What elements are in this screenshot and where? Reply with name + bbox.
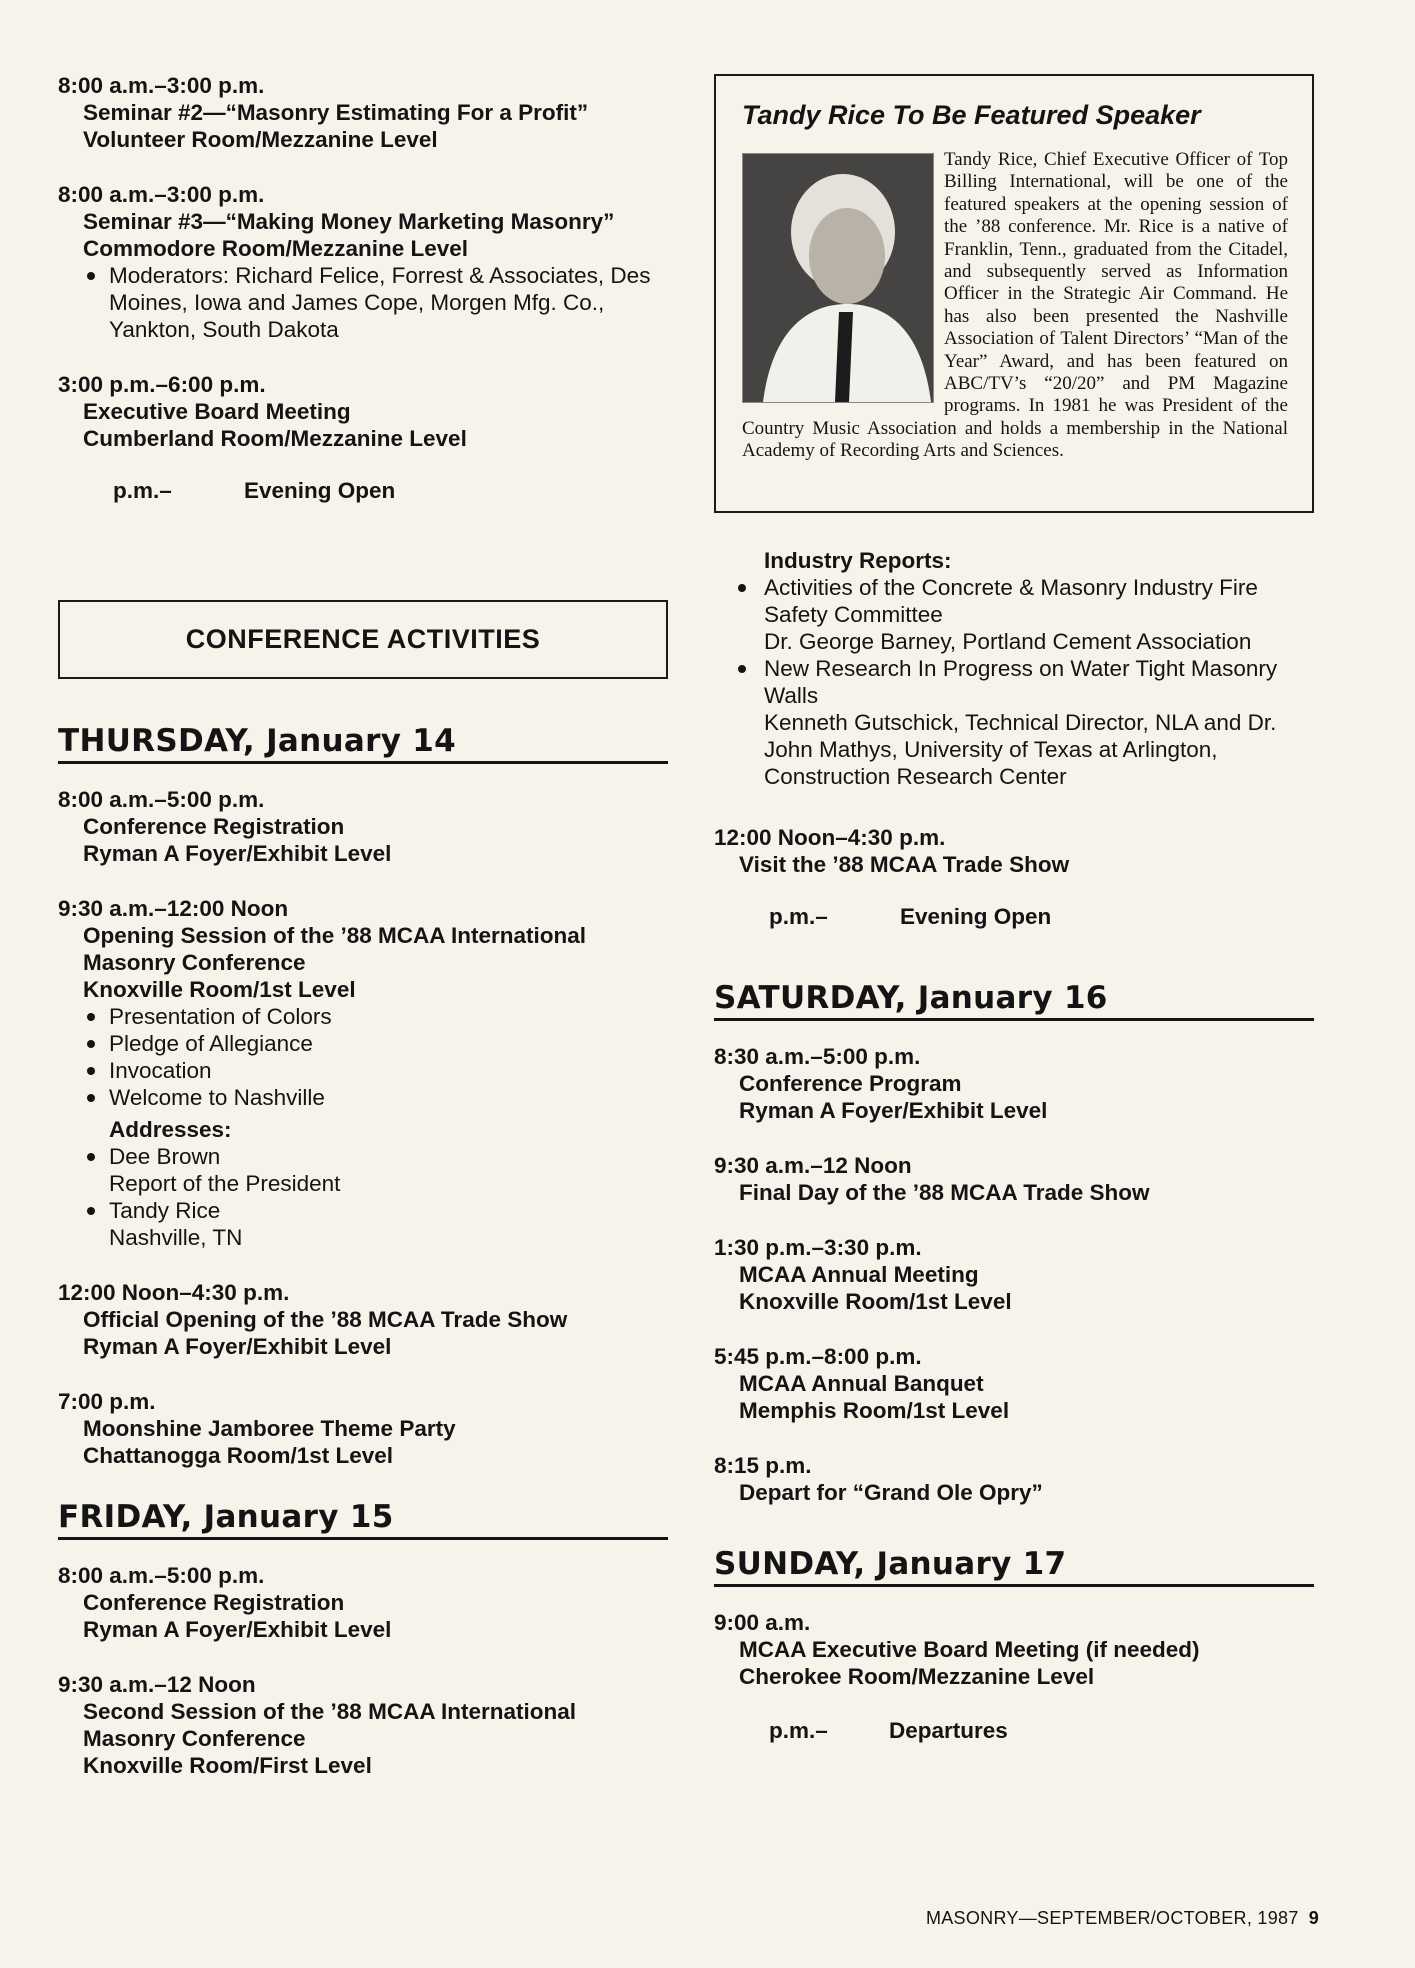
event-sat-program bbox=[714, 1043, 1314, 1124]
event-fri-registration bbox=[58, 1562, 668, 1643]
event-title: Seminar #3—“Making Money Marketing Masonry” bbox=[83, 209, 615, 234]
moderators-list bbox=[83, 262, 668, 343]
event-seminar-3 bbox=[58, 181, 668, 343]
event-location: Knoxville Room/1st Level bbox=[83, 977, 356, 1002]
event-time: 9:30 a.m.–12 Noon bbox=[58, 1672, 256, 1697]
industry-reports bbox=[764, 547, 1314, 790]
evening-open-row bbox=[113, 478, 668, 504]
speaker-detail: Nashville, TN bbox=[109, 1225, 243, 1250]
footer-publication: MASONRY—SEPTEMBER/OCTOBER, 1987 bbox=[925, 1908, 1299, 1928]
event-time: 8:30 a.m.–5:00 p.m. bbox=[714, 1044, 921, 1069]
event-location: Memphis Room/1st Level bbox=[739, 1398, 1010, 1423]
event-fri-visit-trade-show bbox=[714, 824, 1314, 878]
event-sat-banquet bbox=[714, 1343, 1314, 1424]
event-title: Final Day of the ’88 MCAA Trade Show bbox=[739, 1180, 1150, 1205]
event-sun-board bbox=[714, 1609, 1314, 1690]
list-item bbox=[83, 1197, 668, 1251]
list-item: Presentation of Colors bbox=[83, 1003, 668, 1030]
pm-label: p.m.– bbox=[769, 904, 828, 929]
report-title: New Research In Progress on Water Tight Masonry Walls bbox=[764, 656, 1278, 708]
report-title: Activities of the Concrete & Masonry Industry Fire Safety Committee bbox=[764, 575, 1258, 627]
evening-open-label: Evening Open bbox=[900, 904, 1052, 929]
featured-speaker-box bbox=[714, 74, 1314, 513]
right-column bbox=[714, 74, 1314, 1744]
event-seminar-2 bbox=[58, 72, 668, 153]
event-title: Conference Program bbox=[739, 1071, 962, 1096]
list-item: Welcome to Nashville bbox=[83, 1084, 668, 1111]
event-time: 5:45 p.m.–8:00 p.m. bbox=[714, 1344, 922, 1369]
list-item: Moderators: Richard Felice, Forrest & Associates, Des Moines, Iowa and James Cope, Morgen Mfg. Co., Yankton, South Dakota bbox=[83, 262, 668, 343]
event-executive-board bbox=[58, 371, 668, 452]
speaker-portrait-icon bbox=[743, 154, 933, 402]
speaker-photo bbox=[742, 153, 934, 403]
program-list bbox=[83, 1003, 668, 1111]
departures-row bbox=[769, 1718, 1314, 1744]
list-item: Invocation bbox=[83, 1057, 668, 1084]
event-location: Cherokee Room/Mezzanine Level bbox=[739, 1664, 1095, 1689]
thursday-heading: THURSDAY, January 14 bbox=[58, 723, 668, 764]
event-sat-opry bbox=[714, 1452, 1314, 1506]
event-title: MCAA Annual Meeting bbox=[739, 1262, 979, 1287]
event-location: Ryman A Foyer/Exhibit Level bbox=[83, 841, 392, 866]
event-title: Conference Registration bbox=[83, 814, 345, 839]
event-location: Ryman A Foyer/Exhibit Level bbox=[83, 1334, 392, 1359]
event-location: Knoxville Room/First Level bbox=[83, 1753, 372, 1778]
event-location: Ryman A Foyer/Exhibit Level bbox=[83, 1617, 392, 1642]
speaker-name: Dee Brown bbox=[109, 1144, 221, 1169]
event-location: Ryman A Foyer/Exhibit Level bbox=[739, 1098, 1048, 1123]
event-sat-final-day bbox=[714, 1152, 1314, 1206]
event-time: 8:00 a.m.–5:00 p.m. bbox=[58, 1563, 265, 1588]
event-title: MCAA Executive Board Meeting (if needed) bbox=[739, 1637, 1200, 1662]
event-thu-trade-show bbox=[58, 1279, 668, 1360]
event-time: 1:30 p.m.–3:30 p.m. bbox=[714, 1235, 922, 1260]
feature-body-text: Tandy Rice, Chief Executive Officer of Top Billing International, will be one of the featured speakers at the opening session of the ’88 conference. Mr. Rice is a native of Franklin, Tenn., graduated from the Citadel, and subsequently served as Information Officer in the Strategic Air Command. He has also been presented the Nashville Association of Talent Directors’ “Man of the Year” Award, and has been featured on ABC/TV’s “20/20” and PM Magazine programs. In 1981 he was President of the Country Music Association and holds a membership in the National Academy of Recording Arts and Sciences. bbox=[742, 149, 1288, 462]
addresses-list bbox=[83, 1143, 668, 1251]
departures-label: Departures bbox=[889, 1718, 1008, 1743]
report-detail: Dr. George Barney, Portland Cement Association bbox=[764, 629, 1252, 654]
speaker-name: Tandy Rice bbox=[109, 1198, 221, 1223]
event-thu-opening-session bbox=[58, 895, 668, 1251]
event-time: 3:00 p.m.–6:00 p.m. bbox=[58, 372, 266, 397]
event-location: Volunteer Room/Mezzanine Level bbox=[83, 127, 438, 152]
event-title: Second Session of the ’88 MCAA International Masonry Conference bbox=[83, 1699, 576, 1751]
event-location: Commodore Room/Mezzanine Level bbox=[83, 236, 469, 261]
event-time: 9:30 a.m.–12 Noon bbox=[714, 1153, 912, 1178]
feature-title: Tandy Rice To Be Featured Speaker bbox=[742, 100, 1201, 130]
event-time: 9:30 a.m.–12:00 Noon bbox=[58, 896, 289, 921]
event-title: Executive Board Meeting bbox=[83, 399, 351, 424]
evening-open-row bbox=[769, 904, 1314, 930]
addresses-heading: Addresses: bbox=[109, 1117, 232, 1142]
event-location: Knoxville Room/1st Level bbox=[739, 1289, 1012, 1314]
event-location: Cumberland Room/Mezzanine Level bbox=[83, 426, 467, 451]
pm-label: p.m.– bbox=[113, 478, 172, 503]
event-time: 7:00 p.m. bbox=[58, 1389, 156, 1414]
event-thu-jamboree bbox=[58, 1388, 668, 1469]
event-time: 8:00 a.m.–3:00 p.m. bbox=[58, 73, 265, 98]
event-time: 9:00 a.m. bbox=[714, 1610, 811, 1635]
conference-activities-box: CONFERENCE ACTIVITIES bbox=[58, 600, 668, 679]
list-item bbox=[83, 1143, 668, 1197]
speaker-detail: Report of the President bbox=[109, 1171, 341, 1196]
list-item bbox=[734, 574, 1314, 655]
list-item bbox=[734, 655, 1314, 790]
list-item: Pledge of Allegiance bbox=[83, 1030, 668, 1057]
saturday-heading: SATURDAY, January 16 bbox=[714, 980, 1314, 1021]
event-title: Opening Session of the ’88 MCAA International Masonry Conference bbox=[83, 923, 586, 975]
event-title: Seminar #2—“Masonry Estimating For a Profit” bbox=[83, 100, 589, 125]
left-column bbox=[58, 72, 668, 1807]
report-detail: Kenneth Gutschick, Technical Director, NLA and Dr. John Mathys, University of Texas at Arlington, Construction Research Center bbox=[764, 710, 1277, 789]
event-thu-registration bbox=[58, 786, 668, 867]
page-number: 9 bbox=[1308, 1908, 1319, 1928]
evening-open-label: Evening Open bbox=[244, 478, 396, 503]
industry-list bbox=[764, 574, 1314, 790]
event-title: MCAA Annual Banquet bbox=[739, 1371, 984, 1396]
event-title: Visit the ’88 MCAA Trade Show bbox=[739, 852, 1070, 877]
friday-heading: FRIDAY, January 15 bbox=[58, 1499, 668, 1540]
event-time: 12:00 Noon–4:30 p.m. bbox=[58, 1280, 290, 1305]
event-time: 12:00 Noon–4:30 p.m. bbox=[714, 825, 946, 850]
sunday-heading: SUNDAY, January 17 bbox=[714, 1546, 1314, 1587]
event-time: 8:00 a.m.–5:00 p.m. bbox=[58, 787, 265, 812]
event-time: 8:15 p.m. bbox=[714, 1453, 812, 1478]
industry-heading: Industry Reports: bbox=[764, 548, 952, 573]
event-location: Chattanogga Room/1st Level bbox=[83, 1443, 394, 1468]
event-fri-second-session bbox=[58, 1671, 668, 1779]
page-footer bbox=[926, 1908, 1319, 1929]
event-title: Depart for “Grand Ole Opry” bbox=[739, 1480, 1043, 1505]
event-time: 8:00 a.m.–3:00 p.m. bbox=[58, 182, 265, 207]
event-sat-annual-meeting bbox=[714, 1234, 1314, 1315]
event-title: Official Opening of the ’88 MCAA Trade Show bbox=[83, 1307, 568, 1332]
event-title: Moonshine Jamboree Theme Party bbox=[83, 1416, 456, 1441]
pm-label: p.m.– bbox=[769, 1718, 828, 1743]
event-title: Conference Registration bbox=[83, 1590, 345, 1615]
